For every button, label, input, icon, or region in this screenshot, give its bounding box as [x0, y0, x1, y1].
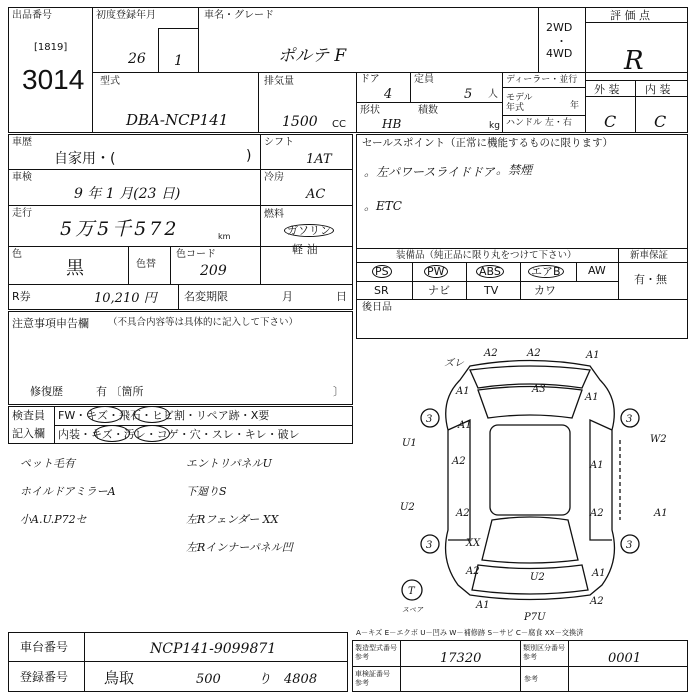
damage-mark: 3	[626, 540, 633, 551]
equipment-label: 装備品（純正品に限り丸をつけて下さい）	[396, 250, 577, 261]
damage-mark: A2	[590, 596, 604, 607]
chassis-value: NCP141-9099871	[150, 641, 277, 657]
inspector-label: 記入欄	[12, 427, 45, 440]
damage-mark: A2	[452, 456, 466, 467]
divider	[520, 640, 521, 692]
damage-mark: A1	[590, 460, 604, 471]
divider	[8, 661, 348, 662]
fw-line: FW・キズ・飛石・ヒビ割・リペア跡・X要	[58, 409, 270, 422]
disp-unit: CC	[332, 119, 346, 130]
repair-close: 〕	[333, 385, 344, 398]
damage-mark: A1	[654, 508, 668, 519]
model-year-label: モデル 年式	[506, 93, 533, 113]
reg-month: 1	[174, 53, 183, 69]
shape-label: 形状	[360, 105, 380, 116]
equip-ps: PS	[372, 265, 392, 278]
sales-item: 。左パワースライドドア	[364, 165, 495, 179]
lot-number: 3014	[22, 64, 85, 95]
inspect-value: 9 年 1 月(23 日)	[74, 186, 181, 202]
plate-area: 鳥取	[104, 669, 135, 687]
recycle-value: 10,210 円	[94, 291, 157, 306]
damage-mark: U1	[402, 438, 417, 449]
damage-mark: A1	[458, 420, 472, 431]
rear-hatch	[482, 517, 578, 563]
reg-year: 26	[128, 51, 146, 67]
use-label: 車歴	[12, 137, 32, 148]
right-side	[590, 420, 612, 540]
damage-mark: 3	[626, 414, 633, 425]
lot-small: [1819]	[34, 42, 68, 53]
handle-label: ハンドル 左・右	[506, 118, 572, 128]
use-value: 自家用・(	[54, 151, 116, 167]
damage-mark: A1	[592, 568, 606, 579]
plate-class: 500	[196, 672, 221, 687]
damage-mark: P7U	[524, 612, 546, 623]
damage-mark: T	[408, 586, 415, 597]
damage-mark: 3	[426, 540, 433, 551]
model-value: DBA-NCP141	[126, 111, 229, 129]
door-label: ドア	[360, 74, 380, 85]
color-change-label: 色替	[136, 259, 156, 270]
divider	[84, 632, 85, 692]
model-label: 型式	[100, 76, 120, 87]
cap-unit: 人	[488, 89, 498, 100]
grade-label: 評 価 点	[610, 9, 650, 22]
notes-hint: （不具合内容等は具体的に記入して下さい）	[108, 317, 299, 328]
damage-mark: スペア	[402, 606, 423, 614]
handwritten-note: 左Rフェンダー XX	[186, 513, 279, 526]
damage-mark: A1	[456, 386, 470, 397]
deadline-day: 日	[336, 290, 347, 303]
notes-label: 注意事項申告欄	[12, 317, 89, 330]
load-label: 積数	[418, 105, 438, 116]
front-bumper	[470, 366, 590, 388]
ext-value: C	[604, 112, 617, 131]
color-value: 黒	[66, 258, 84, 279]
equip-tv: TV	[484, 284, 499, 297]
plate-kana: り	[258, 672, 272, 687]
ext-label: 外 装	[594, 83, 620, 96]
handwritten-note: 左Rインナーパネル凹	[186, 541, 293, 554]
damage-mark: U2	[400, 502, 415, 513]
int-label: 内 装	[645, 83, 671, 96]
damage-mark: A2	[527, 348, 541, 359]
drive-dot: ・	[556, 35, 567, 48]
inspect-label: 車検	[12, 172, 32, 183]
sales-label: セールスポイント（正常に機能するものに限ります）	[362, 137, 614, 149]
new-warranty-value: 有・無	[634, 273, 667, 286]
damage-mark: A1	[476, 600, 490, 611]
deadline-month: 月	[282, 290, 293, 303]
name-label: 車名・グレード	[204, 10, 274, 21]
shift-value: 1AT	[306, 152, 332, 167]
lot-label: 出品番号	[12, 10, 52, 21]
damage-mark: A2	[466, 566, 480, 577]
drive-4wd: 4WD	[546, 47, 573, 60]
price2-side: 参考	[524, 675, 538, 683]
load-unit: kg	[489, 121, 500, 131]
hood	[478, 387, 582, 419]
handwritten-note: 小A.U.P72セ	[20, 513, 87, 526]
price-label: 製造型式番号 参考	[355, 644, 397, 661]
inspector-label: 検査員	[12, 409, 45, 422]
damage-legend: A－キズ E－エクボ U－凹み W－補修跡 S－サビ C－腐食 XX－交換済	[356, 628, 584, 637]
divider	[568, 640, 569, 692]
int-value: C	[654, 112, 667, 131]
left-side	[448, 420, 470, 540]
class-value: 0001	[608, 651, 642, 666]
mileage-value: 5万5千572	[60, 218, 180, 240]
shift-label: シフト	[264, 137, 294, 148]
disp-label: 排気量	[264, 76, 294, 87]
handwritten-note: エントリパネルU	[186, 457, 272, 470]
damage-mark: ズレ	[444, 358, 464, 369]
fuel-light: 軽 油	[292, 243, 318, 256]
handwritten-note: ホイルドアミラーA	[20, 485, 116, 498]
damage-mark: XX	[466, 538, 481, 549]
door-value: 4	[384, 87, 393, 102]
equip-airbag: エアB	[528, 265, 564, 278]
repair-label: 修復歴	[30, 385, 63, 398]
price2-label: 車検証番号 参考	[355, 670, 390, 687]
sales-item: 。ETC	[364, 199, 402, 213]
equip-navi: ナビ	[428, 284, 450, 297]
handwritten-note: 下廻りS	[186, 485, 227, 498]
color-label: 色	[12, 249, 22, 260]
equip-pw: PW	[424, 265, 448, 278]
fuel-label: 燃料	[264, 209, 284, 220]
grade-value: R	[624, 46, 644, 76]
damage-mark: U2	[530, 572, 545, 583]
damage-mark: W2	[650, 434, 667, 445]
drive-2wd: 2WD	[546, 21, 573, 34]
damage-mark: A2	[456, 508, 470, 519]
cap-value: 5	[464, 87, 473, 102]
damage-mark: A1	[585, 392, 599, 403]
dealer-label: ディーラー・並行	[506, 75, 578, 85]
fuel-gas: ガソリン	[284, 224, 334, 237]
mileage-label: 走行	[12, 208, 32, 219]
ac-value: AC	[306, 187, 326, 202]
damage-mark: 3	[426, 414, 433, 425]
divider	[400, 640, 401, 692]
shape-value: HB	[382, 117, 402, 131]
color-code-label: 色コード	[176, 249, 216, 260]
int-line: 内装・キズ・汚レ・コゲ・穴・スレ・キレ・破レ	[58, 428, 300, 441]
sales-item: 。禁煙	[496, 163, 533, 177]
plate-label: 登録番号	[20, 670, 69, 684]
equip-sr: SR	[374, 284, 389, 297]
repair-value: 有 〔箇所	[96, 385, 144, 398]
later-items-label: 後日品	[362, 302, 392, 313]
disp-value: 1500	[282, 114, 318, 130]
equip-aw: AW	[588, 264, 606, 277]
use-close: )	[246, 148, 252, 164]
equip-abs: ABS	[476, 265, 504, 278]
recycle-label: R券	[12, 290, 31, 303]
model-year-unit: 年	[570, 101, 580, 111]
damage-mark: A3	[532, 384, 546, 395]
ac-label: 冷房	[264, 172, 284, 183]
damage-mark: A2	[484, 348, 498, 359]
deadline-label: 名変期限	[184, 290, 228, 303]
handwritten-note: ペット毛有	[20, 457, 75, 470]
plate-num: 4808	[284, 672, 318, 687]
equip-leather: カワ	[534, 284, 556, 297]
cap-label: 定員	[414, 74, 434, 85]
chassis-label: 車台番号	[20, 640, 69, 654]
color-code-value: 209	[200, 263, 227, 279]
name-value: ポルテ F	[278, 46, 347, 66]
class-label: 類別区分番号 参考	[523, 644, 565, 661]
damage-mark: A2	[590, 508, 604, 519]
roof	[490, 425, 570, 515]
reg-label: 初度登録年月	[96, 10, 156, 21]
damage-mark: A1	[586, 350, 600, 361]
new-warranty-label: 新車保証	[630, 250, 669, 261]
price-value: 17320	[440, 651, 482, 666]
mileage-unit: km	[218, 232, 231, 241]
